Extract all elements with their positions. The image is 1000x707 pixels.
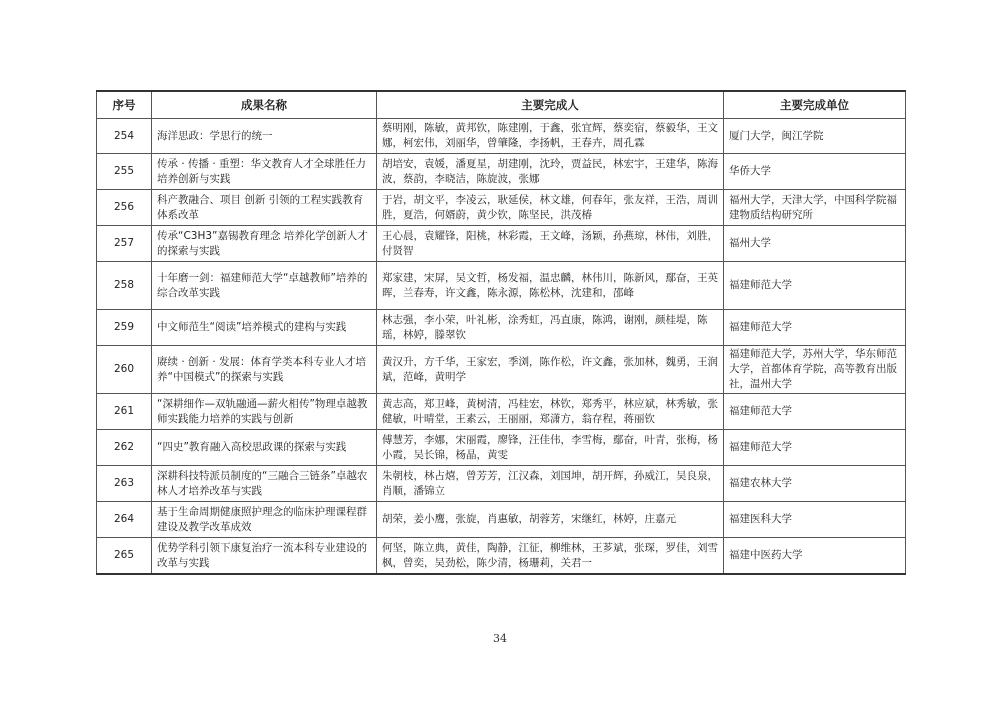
row-units: 福州大学，天津大学，中国科学院福建物质结构研究所 <box>724 190 906 226</box>
table-row <box>97 466 906 502</box>
row-contributors: 朱朝枝，林占熺，曾芳芳，江汉森，刘国坤，胡开辉，孙威江，吴良泉，肖顺，潘锦立 <box>377 466 724 502</box>
table-row <box>97 430 906 466</box>
row-units: 福州大学 <box>724 226 906 262</box>
row-serial-number: 262 <box>97 430 152 466</box>
row-units: 福建师范大学 <box>724 430 906 466</box>
header-main-contributors: 主要完成人 <box>377 91 724 119</box>
row-serial-number: 258 <box>97 262 152 310</box>
row-units: 福建师范大学 <box>724 394 906 430</box>
table-row <box>97 190 906 226</box>
table-row <box>97 226 906 262</box>
row-achievement-name: 传承“C3H3”嘉锡教育理念 培养化学创新人才的探索与实践 <box>152 226 377 262</box>
row-serial-number: 256 <box>97 190 152 226</box>
row-contributors: 何坚，陈立典，黄佳，陶静，江征，柳维林，王芗斌，张琛，罗佳，刘雪枫，曾奕，吴劲松，陈少清，杨珊莉，关君一 <box>377 538 724 575</box>
row-serial-number: 255 <box>97 154 152 190</box>
awards-table <box>96 90 906 575</box>
row-units: 福建师范大学，苏州大学，华东师范大学，首都体育学院，高等教育出版社，温州大学 <box>724 346 906 394</box>
row-achievement-name: 中文师范生“阅读”培养模式的建构与实践 <box>152 310 377 346</box>
row-contributors: 于岩，胡文平，李凌云，耿延侯，林文雄，何春年，张友祥，王浩，周训胜，夏浩，何婿蔚，黄少钦，陈坚民，洪茂椿 <box>377 190 724 226</box>
row-contributors: 黄志高，郑卫峰，黄树清，冯桂宏，林钦，郑秀平，林应斌，林秀敏，张健敏，叶晴堂，王素云，王丽丽，郑潇方，翁存程，蒋丽钦 <box>377 394 724 430</box>
row-achievement-name: 基于生命周期健康照护理念的临床护理课程群建设及教学改革成效 <box>152 502 377 538</box>
table-row <box>97 310 906 346</box>
row-contributors: 郑家建，宋屏，吴文哲，杨发福，温忠麟，林伟川，陈新风，鄢奋，王英晖，兰春寿，许文鑫，陈永源，陈松林，沈建和，邵峰 <box>377 262 724 310</box>
row-contributors: 胡荣，姜小鹰，张旋，肖惠敏，胡蓉芳，宋继红，林婷，庄嘉元 <box>377 502 724 538</box>
row-serial-number: 259 <box>97 310 152 346</box>
row-contributors: 王心晨，袁耀锋，阳桃，林彩霞，王文峰，汤颖，孙燕琼，林伟，刘胜，付贤智 <box>377 226 724 262</box>
row-contributors: 黄汉升，方千华，王家宏，季浏，陈作松，许文鑫，张加林，魏勇，王润斌，范峰，黄明学 <box>377 346 724 394</box>
row-serial-number: 261 <box>97 394 152 430</box>
row-achievement-name: 传承 · 传播 · 重塑：华文教育人才全球胜任力培养创新与实践 <box>152 154 377 190</box>
row-achievement-name: 深耕科技特派员制度的“三融合三链条”卓越农林人才培养改革与实践 <box>152 466 377 502</box>
row-units: 福建师范大学 <box>724 262 906 310</box>
row-units: 福建农林大学 <box>724 466 906 502</box>
row-serial-number: 257 <box>97 226 152 262</box>
row-achievement-name: 优势学科引领下康复治疗一流本科专业建设的改革与实践 <box>152 538 377 575</box>
table-row <box>97 262 906 310</box>
row-units: 厦门大学，闽江学院 <box>724 119 906 154</box>
header-achievement-name: 成果名称 <box>152 91 377 119</box>
row-units: 福建中医药大学 <box>724 538 906 575</box>
row-achievement-name: 十年磨一剑：福建师范大学“卓越教师”培养的综合改革实践 <box>152 262 377 310</box>
row-units: 福建师范大学 <box>724 310 906 346</box>
row-achievement-name: 科产教融合、项目 创新 引领的工程实践教育体系改革 <box>152 190 377 226</box>
awards-table-container <box>96 90 905 575</box>
row-serial-number: 265 <box>97 538 152 575</box>
header-main-units: 主要完成单位 <box>724 91 906 119</box>
table-row <box>97 538 906 575</box>
header-serial-number: 序号 <box>97 91 152 119</box>
row-contributors: 胡培安，袁媛，潘夏星，胡建刚，沈玲，贾益民，林宏宇，王建华，陈海波，蔡韵，李晓洁，陈旋波，张娜 <box>377 154 724 190</box>
row-contributors: 林志强，李小荣，叶礼彬，涂秀虹，冯直康，陈鸿，谢刚，颜桂堤，陈瑶，林婷，滕翠钦 <box>377 310 724 346</box>
table-row <box>97 119 906 154</box>
row-units: 福建医科大学 <box>724 502 906 538</box>
table-row <box>97 346 906 394</box>
table-row <box>97 502 906 538</box>
row-serial-number: 263 <box>97 466 152 502</box>
row-achievement-name: 海洋思政：学思行的统一 <box>152 119 377 154</box>
table-header-row <box>97 91 906 119</box>
row-serial-number: 264 <box>97 502 152 538</box>
table-row <box>97 154 906 190</box>
page-number: 34 <box>493 632 507 645</box>
row-serial-number: 254 <box>97 119 152 154</box>
row-contributors: 傅慧芳，李娜，宋丽霞，廖锋，汪佳伟，李雪梅，鄢奋，叶青，张梅，杨小霞，吴长锦，杨晶，黄雯 <box>377 430 724 466</box>
row-serial-number: 260 <box>97 346 152 394</box>
row-achievement-name: “深耕细作—双轨融通—薪火相传”物理卓越教师实践能力培养的实践与创新 <box>152 394 377 430</box>
row-units: 华侨大学 <box>724 154 906 190</box>
table-row <box>97 394 906 430</box>
row-achievement-name: 赓续 · 创新 · 发展：体育学类本科专业人才培养“中国模式”的探索与实践 <box>152 346 377 394</box>
row-contributors: 蔡明刚，陈敏，黄邦钦，陈建刚，于鑫，张宜辉，蔡奕宿，蔡毅华，王文娜，柯宏伟，刘丽华，曾肇隆，李扬帆，王春卉，周孔霖 <box>377 119 724 154</box>
row-achievement-name: “四史”教育融入高校思政课的探索与实践 <box>152 430 377 466</box>
